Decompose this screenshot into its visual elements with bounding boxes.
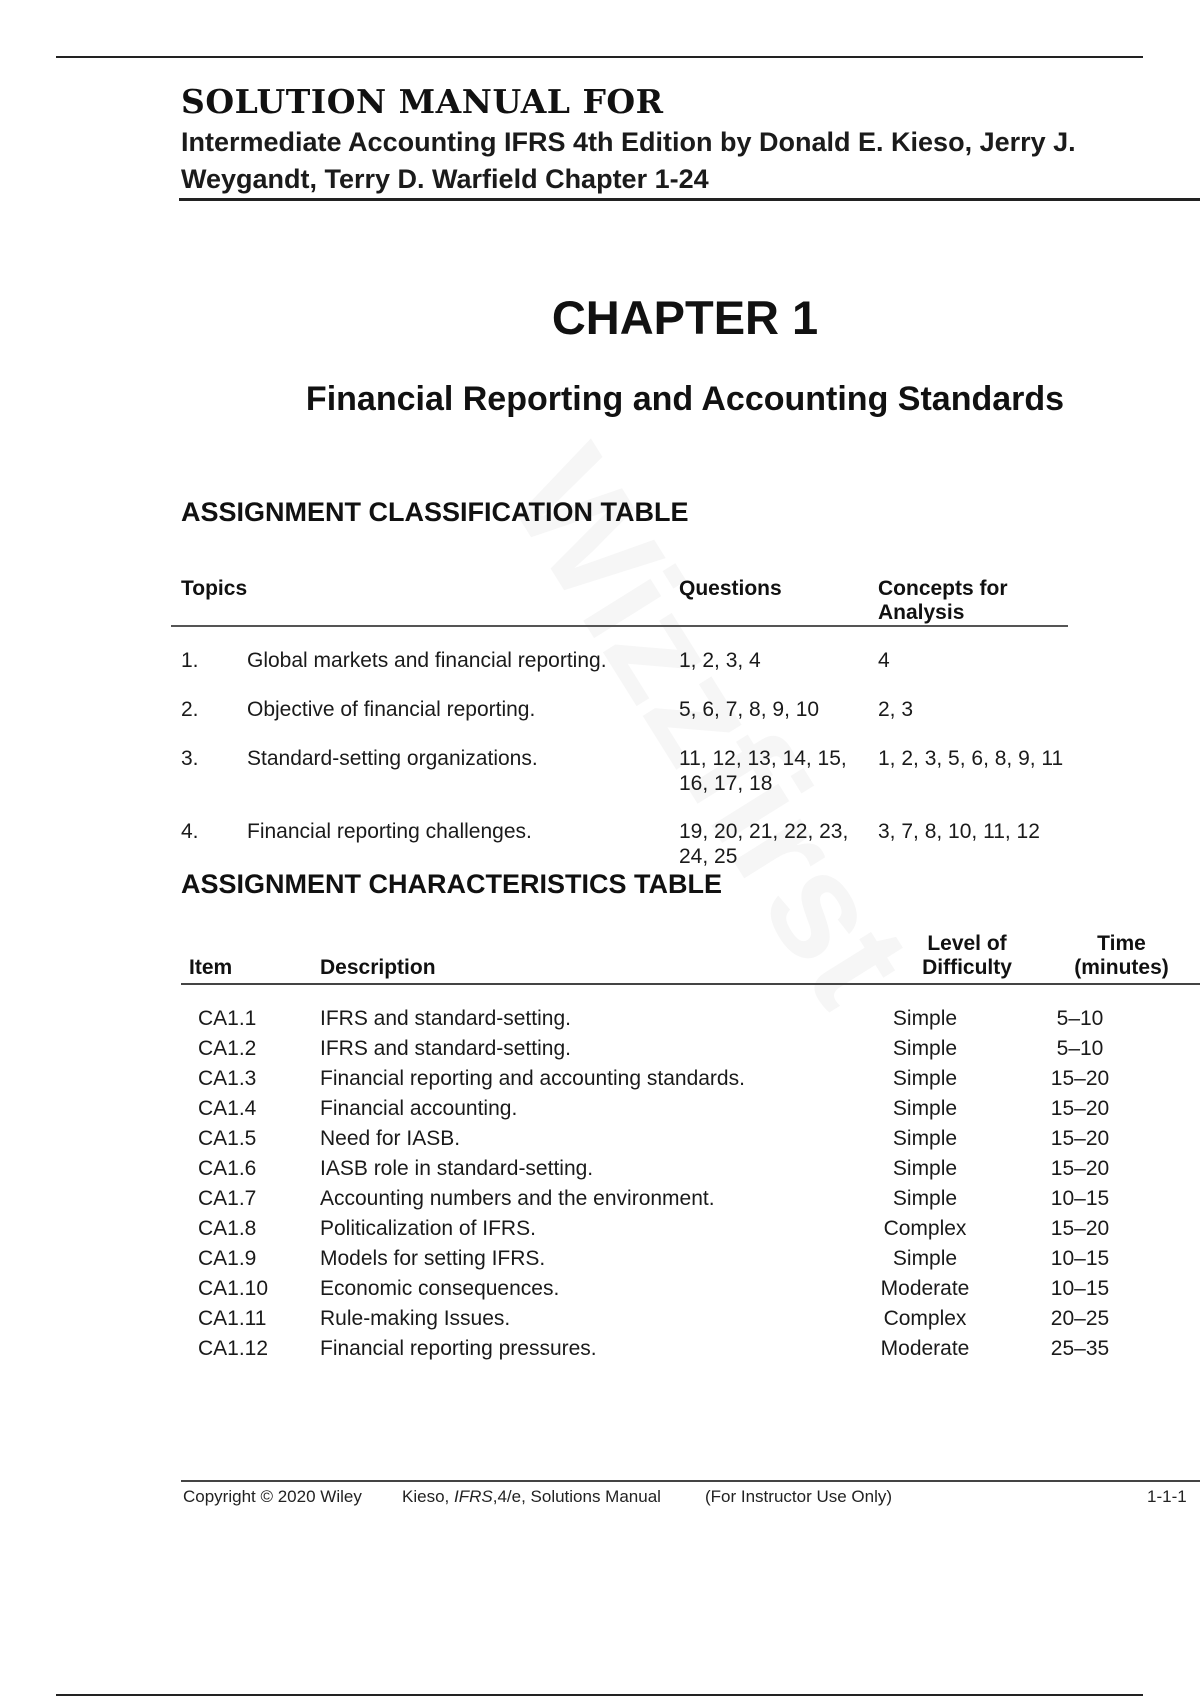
table-row <box>195 1066 1185 1096</box>
col-level: Level of Difficulty <box>922 932 1012 979</box>
item-level: Simple <box>892 1157 958 1180</box>
footer-book-title: IFRS <box>453 1487 493 1506</box>
chapter-heading: CHAPTER 1 <box>551 291 819 344</box>
item-time: 5–10 <box>1056 1007 1104 1030</box>
item-time: 15–20 <box>1050 1157 1110 1180</box>
item-id: CA1.5 <box>198 1127 257 1150</box>
item-level: Complex <box>883 1217 967 1240</box>
row-topic: Financial reporting challenges. <box>247 820 532 843</box>
row-number: 2. <box>181 698 199 721</box>
table-row <box>181 648 1081 700</box>
item-description: Financial reporting and accounting standards. <box>320 1067 745 1090</box>
item-level: Moderate <box>880 1337 970 1360</box>
item-id: CA1.8 <box>198 1217 257 1240</box>
item-description: Financial reporting pressures. <box>320 1337 597 1360</box>
classification-heading: ASSIGNMENT CLASSIFICATION TABLE <box>181 497 689 527</box>
col-topics: Topics <box>181 577 248 600</box>
item-id: CA1.11 <box>198 1307 267 1330</box>
item-time: 10–15 <box>1050 1187 1110 1210</box>
item-description: IASB role in standard-setting. <box>320 1157 594 1180</box>
row-number: 4. <box>181 820 199 843</box>
classification-header-rule <box>171 625 1068 627</box>
item-level: Moderate <box>880 1277 970 1300</box>
item-level: Simple <box>892 1007 958 1030</box>
footer-page-number: 1-1-1 <box>1147 1487 1187 1506</box>
item-id: CA1.2 <box>198 1037 257 1060</box>
row-concepts: 4 <box>878 649 890 672</box>
item-id: CA1.6 <box>198 1157 257 1180</box>
item-id: CA1.12 <box>198 1337 269 1360</box>
table-row <box>195 1276 1185 1306</box>
col-description: Description <box>320 956 436 979</box>
row-questions: 11, 12, 13, 14, 15, 16, 17, 18 <box>679 747 847 795</box>
header-rule <box>179 198 1200 201</box>
item-description: Rule-making Issues. <box>320 1307 511 1330</box>
item-description: IFRS and standard-setting. <box>320 1037 571 1060</box>
item-description: Financial accounting. <box>320 1097 518 1120</box>
item-time: 10–15 <box>1050 1277 1110 1300</box>
row-topic: Global markets and financial reporting. <box>247 649 607 672</box>
solution-manual-title: SOLUTION MANUAL FOR <box>181 82 664 121</box>
characteristics-heading: ASSIGNMENT CHARACTERISTICS TABLE <box>181 869 723 899</box>
item-id: CA1.4 <box>198 1097 257 1120</box>
row-number: 3. <box>181 747 199 770</box>
item-level: Complex <box>883 1307 967 1330</box>
item-level: Simple <box>892 1187 958 1210</box>
row-questions: 19, 20, 21, 22, 23, 24, 25 <box>679 820 849 868</box>
item-time: 20–25 <box>1050 1307 1110 1330</box>
item-level: Simple <box>892 1127 958 1150</box>
table-row <box>195 1036 1185 1066</box>
footer-book <box>402 1487 661 1507</box>
row-concepts: 2, 3 <box>878 698 914 721</box>
item-level: Simple <box>892 1247 958 1270</box>
row-questions: 5, 6, 7, 8, 9, 10 <box>679 698 820 721</box>
table-row <box>195 1306 1185 1336</box>
row-questions: 1, 2, 3, 4 <box>679 649 761 672</box>
row-concepts: 3, 7, 8, 10, 11, 12 <box>878 820 1040 843</box>
col-concepts: Concepts for Analysis <box>878 577 1008 624</box>
footer-book-edition: ,4/e, Solutions Manual <box>492 1487 661 1506</box>
footer-copyright: Copyright © 2020 Wiley <box>183 1487 362 1506</box>
item-time: 25–35 <box>1050 1337 1110 1360</box>
item-description: Models for setting IFRS. <box>320 1247 546 1270</box>
footer-notice: (For Instructor Use Only) <box>705 1487 893 1506</box>
table-row <box>195 1156 1185 1186</box>
item-description: IFRS and standard-setting. <box>320 1007 571 1030</box>
item-level: Simple <box>892 1097 958 1120</box>
item-description: Politicalization of IFRS. <box>320 1217 536 1240</box>
table-row <box>195 1006 1185 1036</box>
row-topic: Standard-setting organizations. <box>247 747 538 770</box>
item-description: Need for IASB. <box>320 1127 461 1150</box>
item-description: Accounting numbers and the environment. <box>320 1187 715 1210</box>
item-description: Economic consequences. <box>320 1277 560 1300</box>
table-row <box>195 1186 1185 1216</box>
item-time: 5–10 <box>1056 1037 1104 1060</box>
table-row <box>181 819 1081 871</box>
item-time: 15–20 <box>1050 1217 1110 1240</box>
bottom-rule <box>56 1694 1143 1696</box>
row-number: 1. <box>181 649 199 672</box>
item-id: CA1.10 <box>198 1277 269 1300</box>
item-id: CA1.1 <box>198 1007 257 1030</box>
col-questions: Questions <box>679 577 782 600</box>
table-row <box>195 1336 1185 1366</box>
table-row <box>181 697 1081 749</box>
col-item: Item <box>189 956 233 979</box>
item-id: CA1.7 <box>198 1187 257 1210</box>
table-row <box>195 1216 1185 1246</box>
book-subtitle: Intermediate Accounting IFRS 4th Edition by Donald E. Kieso, Jerry J. Weygandt, Terry D. Warfield Chapter 1-24 <box>181 127 1076 194</box>
row-concepts: 1, 2, 3, 5, 6, 8, 9, 11 <box>878 747 1064 770</box>
footer-book-author: Kieso, <box>402 1487 450 1506</box>
top-rule <box>56 56 1143 58</box>
characteristics-header-rule <box>181 983 1200 985</box>
col-time: Time (minutes) <box>1074 932 1169 979</box>
table-row <box>195 1246 1185 1276</box>
item-id: CA1.3 <box>198 1067 257 1090</box>
table-row <box>181 746 1081 798</box>
item-time: 15–20 <box>1050 1067 1110 1090</box>
item-time: 15–20 <box>1050 1097 1110 1120</box>
table-row <box>195 1126 1185 1156</box>
item-time: 10–15 <box>1050 1247 1110 1270</box>
chapter-title: Financial Reporting and Accounting Standards <box>305 380 1065 418</box>
item-time: 15–20 <box>1050 1127 1110 1150</box>
item-level: Simple <box>892 1037 958 1060</box>
row-topic: Objective of financial reporting. <box>247 698 536 721</box>
item-id: CA1.9 <box>198 1247 257 1270</box>
table-row <box>195 1096 1185 1126</box>
item-level: Simple <box>892 1067 958 1090</box>
footer-rule <box>181 1480 1200 1482</box>
